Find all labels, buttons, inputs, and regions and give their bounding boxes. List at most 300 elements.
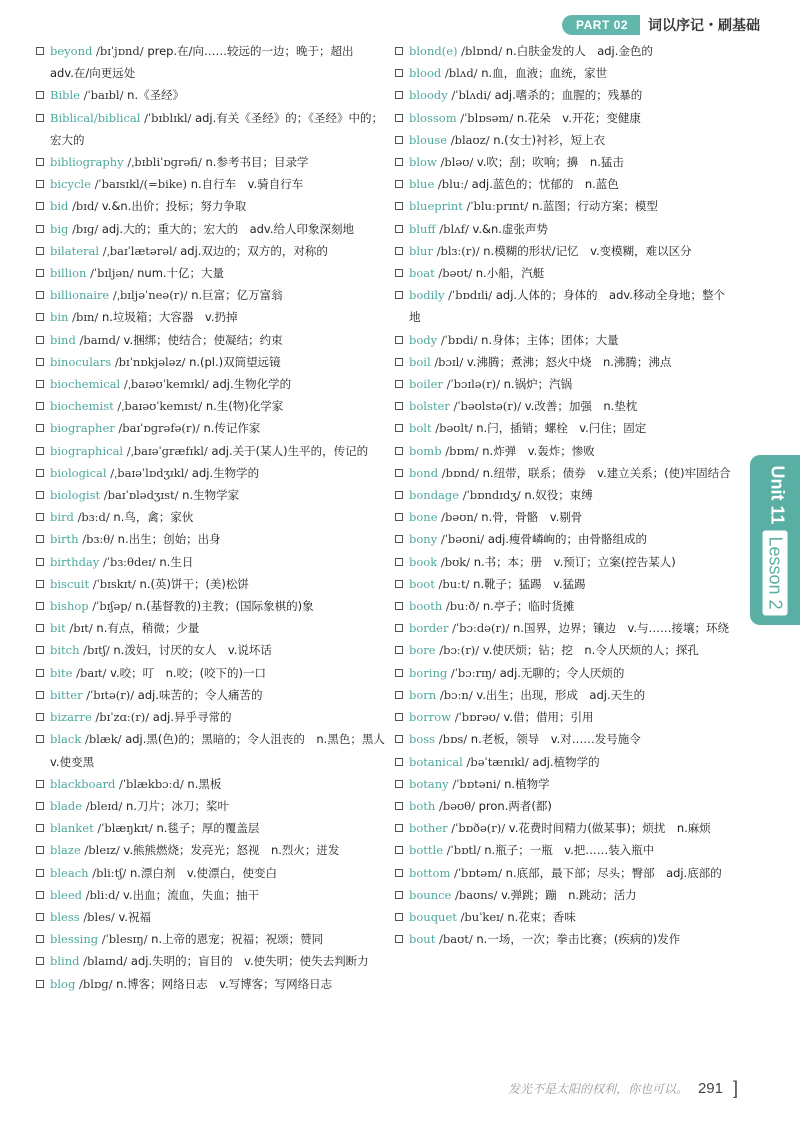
vocab-phonetic: /ˈbɪblɪkl/ xyxy=(144,110,192,125)
checkbox-icon[interactable] xyxy=(36,158,44,166)
vocab-definition: prep.在/向……较远的一边；晚于；超出 adv.在/向更远处 xyxy=(50,44,366,81)
vocab-word: boat xyxy=(409,266,435,281)
vocab-phonetic: /bəˈtænɪkl/ xyxy=(466,754,529,769)
vocab-word: biochemical xyxy=(50,377,121,392)
vocab-word: biographical xyxy=(50,443,124,458)
vocab-definition: adj.无聊的；令人厌烦的 xyxy=(499,665,625,680)
vocab-definition: n.模糊的形状/记忆 v.变模糊，难以区分 xyxy=(483,243,692,258)
vocab-entry xyxy=(395,595,735,617)
vocab-entry xyxy=(395,40,735,62)
vocab-definition: n.上帝的恩宠；祝福；祝颂；赞同 xyxy=(151,932,324,947)
vocab-definition: v.改善；加强 n.垫枕 xyxy=(524,399,638,414)
vocab-word: blond(e) xyxy=(409,44,458,58)
checkbox-icon[interactable] xyxy=(395,225,403,233)
vocab-phonetic: /blɜː(r)/ xyxy=(436,243,480,258)
vocab-entry xyxy=(36,417,386,439)
vocab-definition: n.植物学 xyxy=(504,776,550,791)
checkbox-icon[interactable] xyxy=(36,602,44,610)
vocab-entry xyxy=(36,773,386,795)
vocab-entry xyxy=(36,440,386,462)
checkbox-icon[interactable] xyxy=(395,380,403,388)
vocab-phonetic: /bəʊn/ xyxy=(441,510,478,525)
vocab-word: bore xyxy=(409,643,436,658)
checkbox-icon[interactable] xyxy=(36,447,44,455)
vocab-entry xyxy=(395,462,735,484)
vocab-definition: n.瓶子；一瓶 v.把……装入瓶中 xyxy=(484,843,655,858)
vocab-definition: adj.异乎寻常的 xyxy=(152,710,232,725)
vocab-definition: n.白肤金发的人 adj.金色的 xyxy=(505,44,653,58)
vocab-phonetic: /blʌd/ xyxy=(444,66,478,81)
checkbox-icon[interactable] xyxy=(395,114,403,122)
vocab-entry xyxy=(36,462,386,484)
vocab-phonetic: /ˈbɔːrɪŋ/ xyxy=(450,665,497,680)
vocab-definition: n.老板，领导 v.对……发号施令 xyxy=(470,732,641,747)
checkbox-icon[interactable] xyxy=(36,824,44,832)
checkbox-icon[interactable] xyxy=(395,935,403,943)
checkbox-icon[interactable] xyxy=(36,313,44,321)
vocab-definition: adj.嗜杀的；血腥的；残暴的 xyxy=(494,88,643,103)
vocab-phonetic: /ˈbaɪbl/ xyxy=(83,88,124,103)
vocab-phonetic: /ˈbɪʃəp/ xyxy=(92,599,132,614)
vocab-phonetic: /ˈbɒrəʊ/ xyxy=(454,710,500,725)
vocab-entry xyxy=(395,617,735,639)
vocab-definition: n.纽带，联系；债券 v.建立关系；(使)牢固结合 xyxy=(482,465,731,480)
checkbox-icon[interactable] xyxy=(395,602,403,610)
vocab-phonetic: /ˈbɪskɪt/ xyxy=(92,576,136,591)
vocab-phonetic: /blɒnd/ xyxy=(461,44,503,58)
vocab-definition: v.出血；流血，失血；抽干 xyxy=(123,887,260,902)
vocab-definition: n.泼妇，讨厌的女人 v.说坏话 xyxy=(113,643,272,658)
vocab-word: bizarre xyxy=(50,710,92,725)
checkbox-icon[interactable] xyxy=(36,513,44,521)
vocab-word: born xyxy=(409,687,437,702)
vocab-entry xyxy=(36,240,386,262)
vocab-word: binoculars xyxy=(50,354,112,369)
vocab-definition: adj.关于(某人)生平的，传记的 xyxy=(211,443,369,458)
checkbox-icon[interactable] xyxy=(36,869,44,877)
vocab-word: biological xyxy=(50,465,107,480)
vocab-phonetic: /ˌbaɪəʊˈkemɪst/ xyxy=(117,399,203,414)
vocab-word: bond xyxy=(409,465,439,480)
vocab-entry xyxy=(395,573,735,595)
checkbox-icon[interactable] xyxy=(395,758,403,766)
vocab-entry xyxy=(395,395,735,417)
checkbox-icon[interactable] xyxy=(395,91,403,99)
vocab-definition: n.生物学家 xyxy=(182,488,240,503)
checkbox-icon[interactable] xyxy=(395,846,403,854)
checkbox-icon[interactable] xyxy=(395,802,403,810)
vocab-word: billion xyxy=(50,266,87,281)
checkbox-icon[interactable] xyxy=(395,47,403,55)
vocab-phonetic: /bles/ xyxy=(83,909,115,924)
vocab-definition: n.闩，插销；螺栓 v.闩住；固定 xyxy=(476,421,647,436)
vocab-entry xyxy=(395,240,735,262)
checkbox-icon[interactable] xyxy=(36,358,44,366)
vocab-definition: n.锅炉；汽锅 xyxy=(503,377,573,392)
vocab-entry xyxy=(36,84,386,106)
page-footer xyxy=(508,1078,738,1099)
vocab-entry xyxy=(36,218,386,240)
vocab-phonetic: /bɔɪl/ xyxy=(434,354,464,369)
vocab-definition: adj.黑(色)的；黑暗的；令人沮丧的 n.黑色；黑人 v.使变黑 xyxy=(50,732,397,769)
checkbox-icon[interactable] xyxy=(395,891,403,899)
vocab-word: bid xyxy=(50,199,69,214)
vocab-word: bottle xyxy=(409,843,444,858)
vocab-phonetic: /ˈbɔɪlə(r)/ xyxy=(446,377,500,392)
vocab-phonetic: /baɪnd/ xyxy=(79,332,120,347)
vocab-entry xyxy=(395,684,735,706)
vocab-definition: n.亭子；临时货摊 xyxy=(482,599,575,614)
vocab-definition: n.(英)饼干；(美)松饼 xyxy=(139,576,249,591)
checkbox-icon[interactable] xyxy=(395,869,403,877)
vocab-entry xyxy=(36,928,386,950)
vocab-phonetic: /bɪd/ xyxy=(72,199,99,214)
vocab-definition: v.借；借用；引用 xyxy=(503,710,594,725)
vocab-phonetic: /ˈbəʊni/ xyxy=(440,532,485,547)
vocab-word: bounce xyxy=(409,887,452,902)
checkbox-icon[interactable] xyxy=(395,291,403,299)
checkbox-icon[interactable] xyxy=(395,780,403,788)
vocab-entry xyxy=(36,329,386,351)
vocab-phonetic: /blɒɡ/ xyxy=(78,976,113,991)
vocab-definition: n.黑板 xyxy=(187,776,222,791)
vocab-word: blessing xyxy=(50,932,99,947)
vocab-word: blind xyxy=(50,954,80,969)
right-column xyxy=(395,40,735,950)
vocab-entry xyxy=(36,173,386,195)
checkbox-icon[interactable] xyxy=(36,802,44,810)
checkbox-icon[interactable] xyxy=(395,469,403,477)
vocab-entry xyxy=(36,817,386,839)
vocab-word: bolster xyxy=(409,399,450,414)
checkbox-icon[interactable] xyxy=(36,469,44,477)
vocab-phonetic: /buːð/ xyxy=(445,599,480,614)
vocab-definition: n.参考书目；目录学 xyxy=(205,155,309,170)
vocab-entry xyxy=(36,40,386,84)
vocab-entry xyxy=(395,351,735,373)
checkbox-icon[interactable] xyxy=(36,380,44,388)
vocab-definition: v.&n.出价；投标；努力争取 xyxy=(101,199,247,214)
vocab-definition: n.(pl.)双筒望远镜 xyxy=(189,354,281,369)
checkbox-icon[interactable] xyxy=(395,202,403,210)
checkbox-icon[interactable] xyxy=(36,558,44,566)
vocab-word: birth xyxy=(50,532,79,547)
page-number: 291 xyxy=(697,1080,723,1097)
vocab-phonetic: /bləʊ/ xyxy=(440,155,474,170)
vocab-definition: n.有点，稍微；少量 xyxy=(96,621,200,636)
checkbox-icon[interactable] xyxy=(36,913,44,921)
checkbox-icon[interactable] xyxy=(395,491,403,499)
vocab-definition: n.炸弹 v.轰炸；惨败 xyxy=(482,443,595,458)
vocab-entry xyxy=(395,839,735,861)
vocab-entry xyxy=(395,218,735,240)
vocab-definition: v.咬；叮 n.咬；(咬下的)一口 xyxy=(110,665,267,680)
vocab-phonetic: /baʊt/ xyxy=(438,932,473,947)
vocab-word: blog xyxy=(50,976,76,991)
checkbox-icon[interactable] xyxy=(395,136,403,144)
vocab-word: boil xyxy=(409,354,431,369)
vocab-word: boiler xyxy=(409,377,443,392)
checkbox-icon[interactable] xyxy=(395,358,403,366)
vocab-word: bitter xyxy=(50,687,83,702)
vocab-definition: n.漂白剂 v.使漂白，使变白 xyxy=(129,865,277,880)
vocab-word: bother xyxy=(409,821,448,836)
vocab-word: blood xyxy=(409,66,442,81)
vocab-definition: adj.味苦的；令人痛苦的 xyxy=(137,687,263,702)
vocab-word: book xyxy=(409,554,438,569)
vocab-entry xyxy=(36,551,386,573)
checkbox-icon[interactable] xyxy=(36,402,44,410)
vocab-definition: n.垃圾箱；大容器 v.扔掉 xyxy=(101,310,238,325)
vocab-word: bishop xyxy=(50,599,89,614)
vocab-entry xyxy=(395,817,735,839)
checkbox-icon[interactable] xyxy=(36,291,44,299)
vocab-phonetic: /bɪˈzɑː(r)/ xyxy=(95,710,150,725)
vocab-word: bomb xyxy=(409,443,442,458)
checkbox-icon[interactable] xyxy=(36,580,44,588)
vocab-definition: v.吹；刮；吹响；擤 n.猛击 xyxy=(476,155,624,170)
vocab-definition: n.自行车 v.骑自行车 xyxy=(190,177,304,192)
vocab-definition: num.十亿；大量 xyxy=(137,266,225,281)
checkbox-icon[interactable] xyxy=(395,180,403,188)
section-title: 词以序记・刷基础 xyxy=(648,18,760,34)
vocab-word: bolt xyxy=(409,421,432,436)
vocab-definition: n.骨，骨骼 v.剔骨 xyxy=(481,510,583,525)
checkbox-icon[interactable] xyxy=(395,624,403,632)
checkbox-icon[interactable] xyxy=(36,91,44,99)
vocab-entry xyxy=(395,62,735,84)
vocab-phonetic: /bɪɡ/ xyxy=(72,221,99,236)
vocab-phonetic: /ˈblɒsəm/ xyxy=(460,110,514,125)
checkbox-icon[interactable] xyxy=(36,735,44,743)
checkbox-icon[interactable] xyxy=(36,980,44,988)
checkbox-icon[interactable] xyxy=(36,336,44,344)
checkbox-icon[interactable] xyxy=(36,713,44,721)
vocab-entry xyxy=(36,151,386,173)
checkbox-icon[interactable] xyxy=(36,780,44,788)
vocab-phonetic: /baʊns/ xyxy=(455,887,498,902)
vocab-phonetic: /buˈkeɪ/ xyxy=(460,909,504,924)
vocab-word: beyond xyxy=(50,44,93,58)
vocab-entry xyxy=(36,728,397,772)
vocab-phonetic: /bəʊlt/ xyxy=(435,421,473,436)
checkbox-icon[interactable] xyxy=(395,513,403,521)
vocab-definition: n.出生；创始；出身 xyxy=(117,532,221,547)
vocab-definition: n.鸟，禽；家伙 xyxy=(113,510,194,525)
checkbox-icon[interactable] xyxy=(36,691,44,699)
vocab-definition: n.靴子；猛踢 v.猛踢 xyxy=(473,576,586,591)
vocab-entry xyxy=(36,573,386,595)
vocab-phonetic: /bəʊθ/ xyxy=(438,798,475,813)
vocab-phonetic: /bɒnd/ xyxy=(441,465,479,480)
vocab-word: blow xyxy=(409,155,437,170)
checkbox-icon[interactable] xyxy=(36,247,44,255)
vocab-word: bouquet xyxy=(409,909,457,924)
checkbox-icon[interactable] xyxy=(395,69,403,77)
vocab-definition: n.花束；香味 xyxy=(507,909,576,924)
checkbox-icon[interactable] xyxy=(395,669,403,677)
vocab-entry xyxy=(395,329,735,351)
vocab-word: billionaire xyxy=(50,288,110,303)
checkbox-icon[interactable] xyxy=(36,935,44,943)
vocab-word: border xyxy=(409,621,449,636)
vocab-word: botany xyxy=(409,776,449,791)
vocab-entry xyxy=(395,639,735,661)
vocab-entry xyxy=(36,351,386,373)
vocab-entry xyxy=(36,839,386,861)
checkbox-icon[interactable] xyxy=(395,535,403,543)
vocab-phonetic: /ˈbɜːθdeɪ/ xyxy=(102,554,156,569)
checkbox-icon[interactable] xyxy=(36,424,44,432)
vocab-entry xyxy=(36,639,386,661)
checkbox-icon[interactable] xyxy=(36,225,44,233)
vocab-word: booth xyxy=(409,599,443,614)
vocab-phonetic: /bɜːθ/ xyxy=(82,532,114,547)
footer-motto: 发光不是太阳的权利，你也可以。 xyxy=(507,1082,688,1096)
checkbox-icon[interactable] xyxy=(395,735,403,743)
vocab-definition: v.出生；出现，形成 adj.天生的 xyxy=(476,687,646,702)
unit-label: Unit 11 xyxy=(767,464,788,524)
vocab-word: bony xyxy=(409,532,438,547)
checkbox-icon[interactable] xyxy=(395,558,403,566)
vocab-word: bone xyxy=(409,510,438,525)
checkbox-icon[interactable] xyxy=(36,891,44,899)
vocab-phonetic: /ˈbaɪsɪkl/(=bike) xyxy=(94,177,188,192)
vocab-definition: v.熊熊燃烧；发亮光；怒视 n.烈火；迸发 xyxy=(123,843,340,858)
vocab-phonetic: /bɒs/ xyxy=(438,732,468,747)
checkbox-icon[interactable] xyxy=(395,402,403,410)
vocab-entry xyxy=(36,306,386,328)
vocab-entry xyxy=(395,262,735,284)
checkbox-icon[interactable] xyxy=(36,114,44,122)
checkbox-icon[interactable] xyxy=(36,624,44,632)
vocab-entry xyxy=(395,906,735,928)
vocab-definition: n.《圣经》 xyxy=(127,88,185,103)
vocab-entry xyxy=(395,528,735,550)
checkbox-icon[interactable] xyxy=(395,580,403,588)
vocab-definition: n.毯子；厚的覆盖层 xyxy=(156,821,260,836)
vocab-word: blackboard xyxy=(50,776,116,791)
vocab-entry xyxy=(36,595,386,617)
vocab-phonetic: /ˌbaɪˈlætərəl/ xyxy=(102,243,177,258)
vocab-entry xyxy=(395,884,735,906)
vocab-entry xyxy=(36,528,386,550)
vocab-entry xyxy=(36,906,386,928)
vocab-phonetic: /ˈbəʊlstə(r)/ xyxy=(453,399,522,414)
vocab-entry xyxy=(36,262,386,284)
vocab-phonetic: /ˌbɪbliˈɒɡrəfi/ xyxy=(127,155,202,170)
vocab-entry xyxy=(36,884,386,906)
vocab-phonetic: /baɪˈɒɡrəfə(r)/ xyxy=(118,421,200,436)
vocab-entry xyxy=(36,662,386,684)
vocab-definition: adj.蓝色的；忧郁的 n.蓝色 xyxy=(471,177,619,192)
checkbox-icon[interactable] xyxy=(395,247,403,255)
vocab-entry xyxy=(36,284,386,306)
vocab-word: bin xyxy=(50,310,69,325)
checkbox-icon[interactable] xyxy=(36,669,44,677)
vocab-word: big xyxy=(50,221,69,236)
vocab-entry xyxy=(395,506,735,528)
vocab-phonetic: /bluː/ xyxy=(437,177,468,192)
vocab-word: bluff xyxy=(409,221,436,236)
checkbox-icon[interactable] xyxy=(395,713,403,721)
vocab-word: body xyxy=(409,332,438,347)
checkbox-icon[interactable] xyxy=(36,646,44,654)
vocab-phonetic: /buːt/ xyxy=(438,576,470,591)
checkbox-icon[interactable] xyxy=(36,535,44,543)
vocab-definition: adj.双边的；双方的，对称的 xyxy=(180,243,328,258)
vocab-definition: v.捆绑；使结合；使凝结；约束 xyxy=(123,332,283,347)
checkbox-icon[interactable] xyxy=(395,424,403,432)
vocab-word: boss xyxy=(409,732,436,747)
vocab-word: biographer xyxy=(50,421,115,436)
vocab-phonetic: /baɪˈɒlədʒɪst/ xyxy=(103,488,179,503)
vocab-definition: v.弹跳；蹦 n.跳动；活力 xyxy=(501,887,637,902)
checkbox-icon[interactable] xyxy=(36,491,44,499)
vocab-entry xyxy=(395,773,735,795)
vocab-phonetic: /ˈbɒðə(r)/ xyxy=(451,821,506,836)
vocab-definition: n.蓝图；行动方案；模型 xyxy=(531,199,658,214)
vocab-phonetic: /ˈblesɪŋ/ xyxy=(101,932,148,947)
vocab-word: bicycle xyxy=(50,177,91,192)
vocab-phonetic: /baɪt/ xyxy=(76,665,107,680)
vocab-phonetic: /ˌbaɪəˈɡræfɪkl/ xyxy=(126,443,208,458)
vocab-phonetic: /bɪˈjɒnd/ xyxy=(96,44,144,58)
vocab-phonetic: /ˈbɪtə(r)/ xyxy=(86,687,135,702)
vocab-entry xyxy=(395,129,735,151)
vocab-word: biochemist xyxy=(50,399,114,414)
checkbox-icon[interactable] xyxy=(36,47,44,55)
vocab-word: boot xyxy=(409,576,435,591)
checkbox-icon[interactable] xyxy=(36,202,44,210)
part-badge: PART 02 xyxy=(562,15,640,35)
vocab-phonetic: /bɪn/ xyxy=(72,310,99,325)
checkbox-icon[interactable] xyxy=(36,180,44,188)
vocab-definition: adj.生物化学的 xyxy=(212,377,292,392)
vocab-entry xyxy=(395,751,735,773)
checkbox-icon[interactable] xyxy=(395,336,403,344)
left-column xyxy=(36,40,397,995)
checkbox-icon[interactable] xyxy=(395,913,403,921)
vocab-entry xyxy=(395,928,735,950)
checkbox-icon[interactable] xyxy=(395,646,403,654)
vocab-phonetic: /ˈbɒdɪli/ xyxy=(448,288,493,303)
vocab-word: bleed xyxy=(50,887,83,902)
vocab-phonetic: /ˈblækbɔːd/ xyxy=(118,776,184,791)
checkbox-icon[interactable] xyxy=(36,846,44,854)
vocab-definition: n.生日 xyxy=(159,554,194,569)
vocab-word: bodily xyxy=(409,288,445,303)
checkbox-icon[interactable] xyxy=(36,957,44,965)
vocab-entry xyxy=(36,195,386,217)
checkbox-icon[interactable] xyxy=(395,824,403,832)
vocab-phonetic: /ˌbaɪəˈlɒdʒɪkl/ xyxy=(110,465,189,480)
vocab-definition: n.一场，一次；拳击比赛；(疾病的)发作 xyxy=(476,932,681,947)
vocab-entry xyxy=(395,195,735,217)
vocab-entry xyxy=(395,662,735,684)
vocab-entry xyxy=(395,862,735,884)
vocab-phonetic: /bɜːd/ xyxy=(77,510,110,525)
vocab-definition: n.生(物)化学家 xyxy=(205,399,284,414)
checkbox-icon[interactable] xyxy=(36,269,44,277)
checkbox-icon[interactable] xyxy=(395,158,403,166)
checkbox-icon[interactable] xyxy=(395,447,403,455)
checkbox-icon[interactable] xyxy=(395,269,403,277)
vocab-definition: n.(基督教的)主教；(国际象棋的)象 xyxy=(135,599,314,614)
checkbox-icon[interactable] xyxy=(395,691,403,699)
vocab-definition: n.小船，汽艇 xyxy=(475,266,545,281)
vocab-word: bilateral xyxy=(50,243,100,258)
